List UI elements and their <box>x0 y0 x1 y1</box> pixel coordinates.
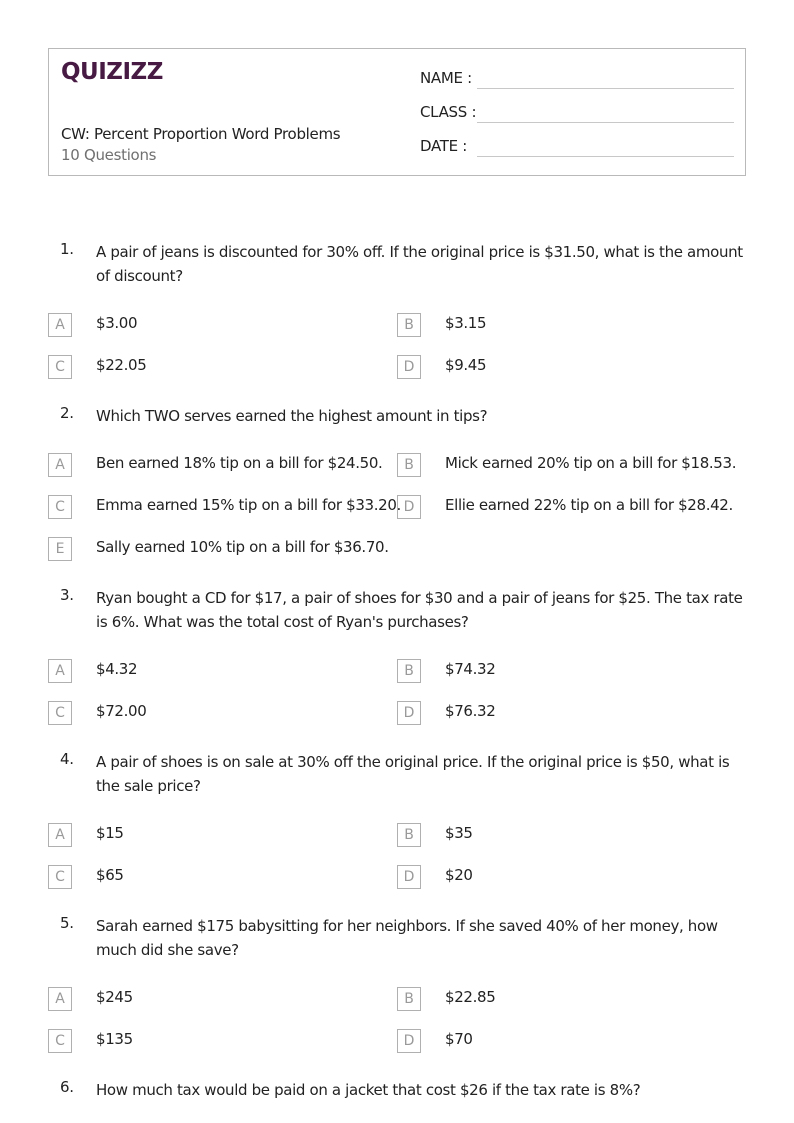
option-letter-box: D <box>397 355 421 379</box>
question-number: 1. <box>60 240 74 258</box>
option-text: $65 <box>96 866 124 884</box>
option-letter-box: A <box>48 659 72 683</box>
question-text: A pair of jeans is discounted for 30% off. If the original price is $31.50, what is the amount of discount? <box>96 243 743 285</box>
name-line[interactable] <box>477 88 734 89</box>
question-text: Ryan bought a CD for $17, a pair of shoes for $30 and a pair of jeans for $25. The tax rate is 6%. What was the total cost of Ryan's purchases? <box>96 589 743 631</box>
question-number: 2. <box>60 404 74 422</box>
name-label: NAME : <box>420 69 472 87</box>
class-line[interactable] <box>477 122 734 123</box>
question-text: Which TWO serves earned the highest amount in tips? <box>96 407 488 425</box>
option-letter-box: D <box>397 1029 421 1053</box>
option-letter-box: A <box>48 823 72 847</box>
option-text: $22.85 <box>445 988 496 1006</box>
option-text: Ellie earned 22% tip on a bill for $28.42. <box>445 496 733 514</box>
worksheet-title: CW: Percent Proportion Word Problems <box>61 125 341 143</box>
class-label: CLASS : <box>420 103 477 121</box>
option-text: Mick earned 20% tip on a bill for $18.53. <box>445 454 737 472</box>
question-text: Sarah earned $175 babysitting for her neighbors. If she saved 40% of her money, how much did she save? <box>96 917 718 959</box>
option-letter-box: C <box>48 701 72 725</box>
option-text: $35 <box>445 824 473 842</box>
name-field[interactable] <box>420 69 734 91</box>
date-label: DATE : <box>420 137 468 155</box>
option-letter-box: D <box>397 495 421 519</box>
option-text: $135 <box>96 1030 133 1048</box>
option-letter-box: A <box>48 313 72 337</box>
worksheet-header <box>48 48 746 176</box>
question-count: 10 Questions <box>61 146 157 164</box>
date-line[interactable] <box>477 156 734 157</box>
option-letter-box: E <box>48 537 72 561</box>
option-letter-box: C <box>48 495 72 519</box>
option-text: Emma earned 15% tip on a bill for $33.20. <box>96 496 401 514</box>
option-text: $4.32 <box>96 660 138 678</box>
option-text: $245 <box>96 988 133 1006</box>
question-number: 4. <box>60 750 74 768</box>
option-letter-box: B <box>397 453 421 477</box>
option-text: $22.05 <box>96 356 147 374</box>
date-field[interactable] <box>420 137 734 159</box>
question-number: 3. <box>60 586 74 604</box>
question-text: A pair of shoes is on sale at 30% off the original price. If the original price is $50, what is the sale price? <box>96 753 730 795</box>
option-text: $74.32 <box>445 660 496 678</box>
option-text: $70 <box>445 1030 473 1048</box>
option-letter-box: C <box>48 355 72 379</box>
option-letter-box: B <box>397 659 421 683</box>
option-text: $72.00 <box>96 702 147 720</box>
option-letter-box: A <box>48 453 72 477</box>
option-letter-box: B <box>397 987 421 1011</box>
option-letter-box: C <box>48 865 72 889</box>
option-letter-box: C <box>48 1029 72 1053</box>
option-text: $9.45 <box>445 356 487 374</box>
question-number: 5. <box>60 914 74 932</box>
class-field[interactable] <box>420 103 734 125</box>
option-text: Sally earned 10% tip on a bill for $36.70. <box>96 538 389 556</box>
option-text: $76.32 <box>445 702 496 720</box>
option-text: $3.00 <box>96 314 138 332</box>
option-letter-box: A <box>48 987 72 1011</box>
option-text: $15 <box>96 824 124 842</box>
quizizz-logo: QUIZIZZ <box>61 59 163 85</box>
option-letter-box: D <box>397 865 421 889</box>
option-letter-box: B <box>397 313 421 337</box>
option-text: $3.15 <box>445 314 487 332</box>
question-number: 6. <box>60 1078 74 1096</box>
option-text: Ben earned 18% tip on a bill for $24.50. <box>96 454 383 472</box>
option-text: $20 <box>445 866 473 884</box>
option-letter-box: B <box>397 823 421 847</box>
question-text: How much tax would be paid on a jacket that cost $26 if the tax rate is 8%? <box>96 1081 641 1099</box>
option-letter-box: D <box>397 701 421 725</box>
